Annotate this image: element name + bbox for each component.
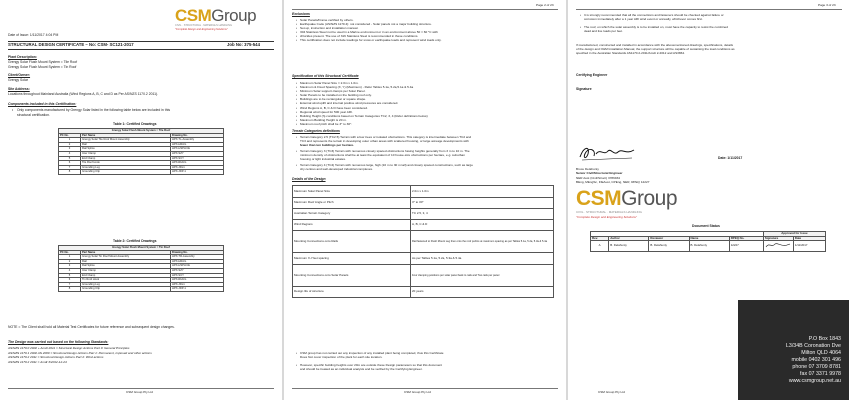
terrain-text: fewer than ten buildings per hectare. <box>300 143 354 147</box>
table-row: 7 Grounding Lug HPX-JDL1 <box>59 165 224 170</box>
table-header: PC No. <box>59 250 81 255</box>
list-item: • Regional wind speed for 500 year ARI. <box>296 110 428 114</box>
list-item: • Set-up, instruction and installation manual. <box>296 26 441 30</box>
note-text: However, specific building heights over 20m are outside these Design parameters so that this document <box>300 363 443 367</box>
contact-stamp <box>738 300 849 400</box>
list-item: • Building Height (h) conditions based on Terrain Categories TC2, 3, 4 (Refer definitions below) <box>296 114 428 118</box>
page-number: Page 3 of 23 <box>818 3 836 7</box>
terrain-heading: Terrain Categories definitions <box>292 129 340 133</box>
table-row: Maximum Solar Panel Size 2.0m x 1.0m <box>293 186 554 198</box>
list-item: • Maximum Building Height is 20 m. <box>296 118 428 122</box>
list-item: • Minimum Solar support clamps per Solar Panel. <box>296 89 428 93</box>
paragraph-line: If manufactured, constructed and installed in accordance with the abovementioned drawings, specifications, details <box>576 43 734 47</box>
list-item: • External wind uplift and internal positive wind pressures are considered. <box>296 101 428 105</box>
logo-slogan: "Complete Design and Engineering Solutions" <box>175 28 228 31</box>
certificate-title: STRUCTURAL DESIGN CERTIFICATE – No: CSM- SC121-2017 <box>8 42 134 47</box>
plant-line: Grengy Solar Flush Mount System = Tile Roof <box>8 60 78 64</box>
list-item: • Wind Regions A, B, C & D have been considered. <box>296 106 428 110</box>
footer: CSM Group Pty Ltd <box>598 390 625 394</box>
components-heading: Components included in this Certification: <box>8 102 77 106</box>
table-header: Part Name <box>81 133 171 138</box>
table-row: 3 Rail Splice HPX-HSPLICE <box>59 264 224 269</box>
footer: CSM Group Pty Ltd <box>126 390 153 394</box>
table-row: 5 End Clamp HPX-SCY <box>59 156 224 161</box>
list-item: • This certification does not include loadings for snow or earthquake loads and represent wind loads only. <box>296 38 441 42</box>
site-value: Locations throughout Mainland Australia (Wind Regions A, B, C and D as Per AS/NZS 1170.2 2011). <box>8 92 159 96</box>
rule <box>8 49 274 50</box>
table2-caption: Table 2: Certified Drawings <box>113 239 157 243</box>
document-status-table <box>590 231 826 252</box>
paragraph-line: It is strongly recommended that all the connections and fasteners should be checked against failure or <box>584 13 724 17</box>
terrain-text: TC3 and represents the terrain in developing outer urban areas with scattered housing, or large acreage developments with <box>300 139 469 143</box>
standards-heading: The Design was carried out based on the following Standards: <box>8 340 109 344</box>
job-number: Job No: 375-544 <box>227 42 260 47</box>
bullet: • <box>580 13 582 17</box>
specification-heading: Specification of this Structural Certificate <box>292 74 359 78</box>
paragraph-line: corrosion immediately after a 1 year ARI wind event or annually, whichever comes first. <box>584 17 703 21</box>
page-1 <box>0 0 282 400</box>
signer-title: Senior Civil/Structural Engineer <box>576 171 623 175</box>
terrain-text: Terrain Category 4 (TC4) Terrain with numerous large, high (10 m to 30 m tall) and closely spaced constructions, such as large <box>300 163 473 167</box>
note: NOTE = The Client shall hold all Material Test Certificates for future reference and subsequent design changes. <box>8 325 175 329</box>
table-header: Name <box>689 236 729 241</box>
page-3 <box>568 0 849 400</box>
signature-label: Signature <box>576 87 592 91</box>
list-item: • Earthquake Code (AS/NZS 1170.4): not considered - Solar panels not a major building structure. <box>296 22 441 26</box>
table-row: 5 End Clamp HPX-SCY <box>59 273 224 278</box>
table-header: PC No. <box>59 133 81 138</box>
standard-item: AS/NZS 1170.2 2011 = Amdt 3/2012-12-24 <box>8 359 67 364</box>
table-row: 1 Grengy Solar Tile Roof Mount Assembly HPX-TL-Assembly <box>59 138 224 143</box>
table-row: 4 Inter Clamp HPX-SZY <box>59 151 224 156</box>
table-row: Maximum Roof Angle or Pitch 3° to 30° <box>293 198 554 209</box>
list-item: • Maximum roof pitch shall be 3° to 30°. <box>296 122 428 126</box>
terrain-text: Terrain Category 2.5 (TC2.5) Terrain with a few trees or isolated obstructions. This category is intermediate between TC2 and <box>300 135 472 139</box>
table-row: Mounting Connections onto Rails Rail fastened to Flush Mount Leg then onto the roof purlins at maximum spacing as per Tables 5.1a, 5.2a, 5.3a & 5.4a <box>293 231 554 253</box>
logo-slogan: "Complete Design and Engineering Solutions" <box>576 215 638 219</box>
footer-rule <box>8 388 274 389</box>
table1-caption: Table 1: Certified Drawings <box>113 122 157 126</box>
list-item: • Solar Panels/Frame certified by others. <box>296 18 441 22</box>
table-row: Australian Terrain Category TC 2.5, 3, 4 <box>293 209 554 220</box>
signature-mark <box>765 241 791 249</box>
page-number: Page 2 of 23 <box>536 3 554 7</box>
table-row: 7 Grounding Lug HPX-JDL1 <box>59 282 224 287</box>
page-2 <box>284 0 566 400</box>
header-rule <box>576 9 842 10</box>
components-bullet: • <box>12 108 14 112</box>
table-row: Design life of structure 20 years <box>293 287 554 298</box>
table1-title: Grengy Solar Flush Mount System = Tile Roof <box>59 129 224 134</box>
terrain-text: housing or light industrial estates. <box>300 157 346 161</box>
table-row: 6 Tin Roof Hook HPX-RHUG <box>59 278 224 283</box>
design-details-table <box>292 185 554 298</box>
table-row: 1 Grengy Solar Tin Roof Mount Assembly HPX-TR-Assembly <box>59 255 224 260</box>
date-of-issue: Date of Issue: 1/11/2017 4:04 PM <box>8 33 59 37</box>
table-header: Date <box>793 236 825 241</box>
terrain-text: minimum density of obstructions shall be at least the equivalent of 10 house-size obstructions per hectare, e.g. suburban <box>300 153 465 157</box>
plant-label: Plant Description: <box>8 55 38 59</box>
stamp-line: www.csmgroup.net.au <box>788 378 841 384</box>
table-header: Part Name <box>81 250 171 255</box>
table-row: 2 Rail HPX-HRAIL <box>59 142 224 147</box>
plant-line: Grengy Solar Flush Mount System = Tin Roof <box>8 64 77 69</box>
logo-group-text: Group <box>621 187 678 210</box>
bullet: • <box>296 163 298 167</box>
client-label: Client/Owner: <box>8 73 31 77</box>
bullet: • <box>296 363 298 367</box>
table-header: RPEQ No. <box>729 236 763 241</box>
logo-group-text: Group <box>211 6 257 25</box>
table-header: Reviewer <box>649 236 689 241</box>
approved-for-issue: Approved for Issue <box>763 232 825 237</box>
list-item: • 304 Stainless Steel not be used in a Marine environment or in an environment above 50 = 60 °C with <box>296 30 441 34</box>
table-header: Rev. <box>591 236 609 241</box>
bullet: • <box>296 351 298 355</box>
paragraph-line: of the design and O&M Installation Manual, the support structure will be capable of sustaining the load conditions as <box>576 47 735 51</box>
list-item: • Maximum & Fixed Spacing (X, Y) (Maximum) - Refer Tables 5.1a, 5.2a,5.1a & 5.4a <box>296 85 428 89</box>
table-row: 6 Tile Roof Hook HPX-RHUG <box>59 161 224 166</box>
footer-rule <box>292 388 558 389</box>
note-text: CSM group has not carried out any inspection of any installed plant being completed, thus this Certificate <box>300 351 444 355</box>
standard-item: AS/NZS 1170.2 2011 = Structural Design Actions Part 2: Wind actions <box>8 355 104 359</box>
table-header: Author <box>609 236 649 241</box>
table-header: Drawing No. <box>171 133 224 138</box>
client-value: Grengy Solar <box>8 78 28 82</box>
certified-drawings-table-1 <box>58 128 224 175</box>
stamp-line: mobile 0402 301 496 <box>791 357 841 363</box>
table-row: 8 Grounding Clip HPX-JDP-1 <box>59 287 224 292</box>
terrain-text: Terrain Category 3 (TC3) Terrain with numerous closely spaced obstructions having heights generally from 3 m to 10 m. The <box>300 149 470 153</box>
signature-cell <box>763 241 793 252</box>
paragraph-line: specified in the Australian Standards AS1170.2-2011/Amdt 2-2012 and AS3864. <box>576 51 685 55</box>
logo-csm-text: CSM <box>576 187 622 210</box>
exclusions-heading: Exclusions <box>292 12 310 16</box>
table-row: 2 Rail HPX-HRAIL <box>59 259 224 264</box>
stamp-line: Milton QLD 4064 <box>801 350 841 356</box>
logo-csm-text: CSM <box>175 6 212 25</box>
table-row: 4 Inter Clamp HPX-SZY <box>59 268 224 273</box>
table-row: Mounting Connections onto Solar Panels Four clamping positions per solar panel back to rails and Two rails per panel <box>293 265 554 287</box>
stamp-line: L3/34B Coronation Dve <box>785 343 841 349</box>
note-text: Does Not cover inspection of the plant for each site location. <box>300 355 383 359</box>
stamp-line: fax 07 3371 9978 <box>800 371 841 377</box>
bullet: • <box>580 25 582 29</box>
terrain-text: city centres and well-developed industrial complexes. <box>300 167 373 171</box>
signature-date: Date: 1/11/2017 <box>718 156 743 160</box>
table-row: Wind Regions A, B, C & D <box>293 220 554 231</box>
list-item: • Solar Panels to be installed on the building roof only. <box>296 93 428 97</box>
signer-name: Bruce Delahunty <box>576 167 599 171</box>
signer-qualification: BEng, MEngSc, FIEAust, CPEng, NER, RPEQ 12227 <box>576 180 650 184</box>
standard-item: AS/NZS 1170.0 2002 + Amdt 2011 = Structural Design Actions Part 0: General Principles <box>8 346 130 350</box>
paragraph-line: dead and live loads per feet. <box>584 29 623 33</box>
list-item: • chlorides present. The use of 316 Stainless Steel is recommended in these conditions. <box>296 34 441 38</box>
components-text: Only components manufactured by Grengy Solar listed in the following table below are included in this <box>17 108 171 112</box>
table-row: 3 Rail Splice HPX-HSPLICE <box>59 147 224 152</box>
logo-tagline: CIVIL · STRUCTURAL · MATERIALS HANDLING <box>175 24 232 27</box>
table-row: 8 Grounding Clip HPX-JDP-1 <box>59 170 224 175</box>
exclusions-list <box>296 18 441 43</box>
stamp-line: P.O Box 1843 <box>808 336 841 342</box>
list-item: • Maximum Solar Panel Size = 2.0m x 1.0m. <box>296 81 428 85</box>
document-status-title: Document Status <box>692 224 720 228</box>
details-heading: Details of the Design <box>292 177 326 181</box>
specification-list <box>296 81 428 126</box>
bullet: • <box>296 135 298 139</box>
certified-drawings-table-2 <box>58 245 224 292</box>
table-header: Signature <box>763 236 793 241</box>
stamp-line: phone 07 3709 8781 <box>792 364 841 370</box>
signer-qualification: NER Aust (Civil/Struct) 3786934 <box>576 176 621 180</box>
signature-image <box>578 142 638 164</box>
header-rule <box>292 9 558 10</box>
list-item: • Buildings are to be rectangular or square shape. <box>296 97 428 101</box>
bullet: • <box>296 149 298 153</box>
site-label: Site Address: <box>8 87 30 91</box>
note-text: and should be treated as an individual analysis and be verified by the Certifying Engineer. <box>300 367 423 371</box>
table2-title: Grengy Solar Flush Mount System = Tin Roof <box>59 246 224 251</box>
standard-item: AS/NZS 1170.1 2002 AS 2009 = Structural Design Actions Part 1: Permanent, imposed and other actions <box>8 350 152 355</box>
certifying-engineer-label: Certifying Engineer <box>576 73 608 77</box>
logo-tagline: CIVIL · STRUCTURAL · MATERIALS HANDLING <box>576 210 642 214</box>
table-row: Maximum X-Y/set spacing As per Tables 5.1a, 5.2a, 5.3a & 5.4a <box>293 253 554 265</box>
paragraph-line: The roof, on which the solar assembly is to be installed on, must have the capacity to resist the combined <box>584 25 728 29</box>
footer: CSM Group Pty Ltd <box>404 390 431 394</box>
components-text: structural certification. <box>17 112 50 117</box>
table-row: A B. Delahunty B. Delahunty B. Delahunty 12227 1/11/2017 <box>591 241 826 252</box>
table-header: Drawing No. <box>171 250 224 255</box>
